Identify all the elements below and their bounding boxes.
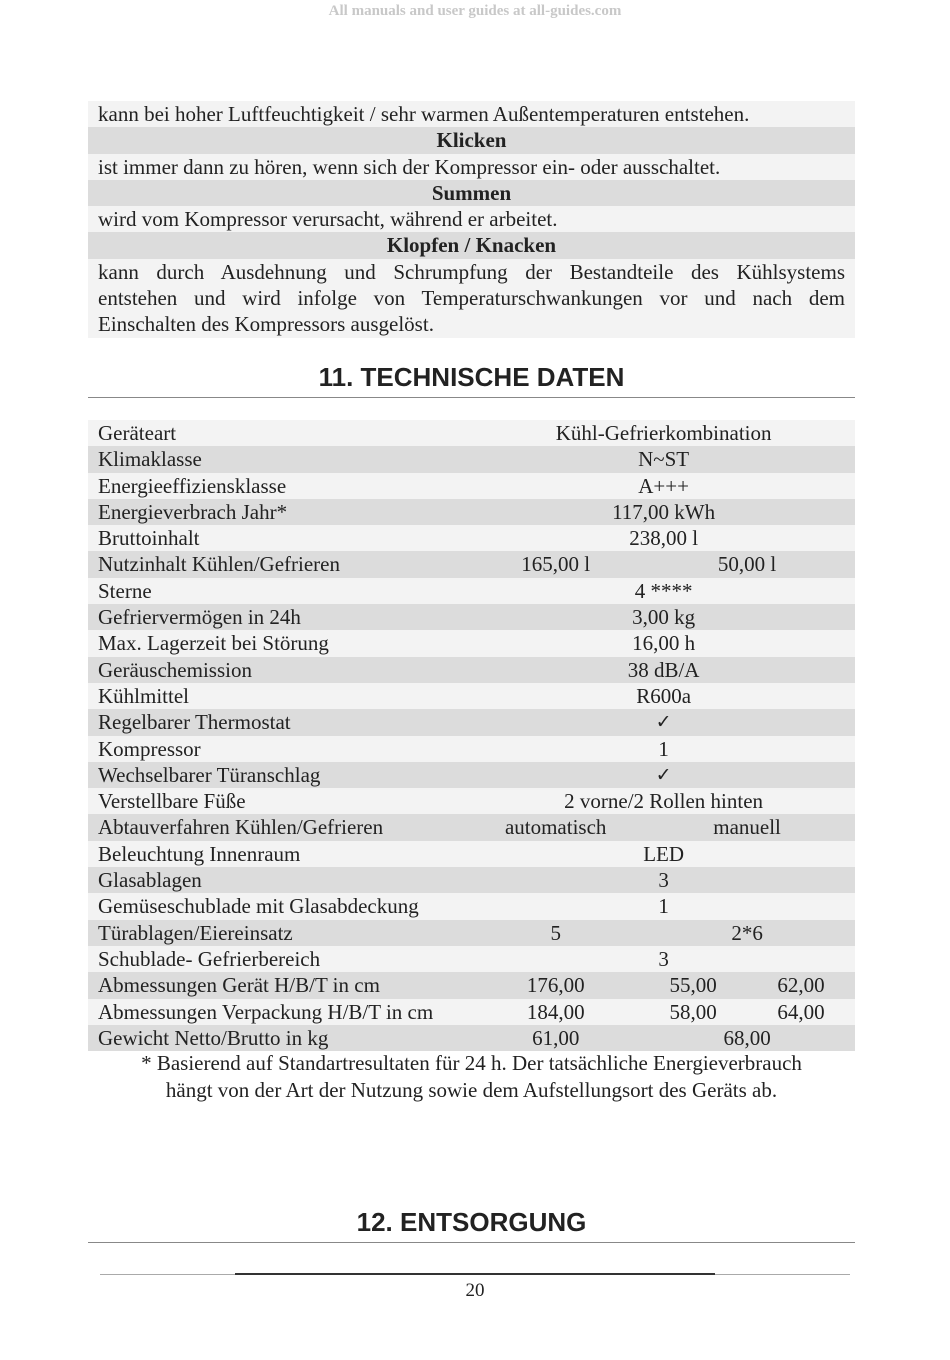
- spec-value: Kühl-Gefrierkombination: [555, 421, 772, 445]
- spec-value: N~ST: [638, 447, 690, 472]
- spec-label: Kompressor: [98, 736, 201, 761]
- spec-row: [88, 1025, 855, 1051]
- spec-row: [88, 788, 855, 814]
- spec-row: [88, 657, 855, 683]
- watermark: All manuals and user guides at all-guides.com: [328, 3, 622, 19]
- spec-value: 1: [658, 894, 669, 919]
- spec-value: 61,00: [532, 1025, 580, 1050]
- spec-value: 165,00 l: [521, 552, 591, 577]
- spec-label: Klimaklasse: [98, 447, 202, 472]
- section-11-title: 11. TECHNISCHE DATEN: [88, 362, 855, 398]
- spec-value: 50,00 l: [717, 552, 777, 577]
- footnote-line1: * Basierend auf Standartresultaten für 24 h. Der tatsächliche Energieverbrauch: [141, 1051, 802, 1075]
- spec-label: Geräuschemission: [98, 657, 252, 682]
- spec-value: 238,00 l: [629, 526, 699, 551]
- spec-label: Gemüseschublade mit Glasabdeckung: [98, 894, 419, 919]
- spec-value: 62,00: [777, 973, 825, 998]
- footer-divider-bold: [235, 1273, 715, 1275]
- spec-label: Geräteart: [98, 421, 177, 445]
- klopfen-text-line1: kann durch Ausdehnung und Schrumpfung der Bestandteile des Kühlsystems: [88, 259, 855, 285]
- spec-table: [88, 420, 855, 1051]
- spec-label: Wechselbarer Türanschlag: [98, 762, 321, 787]
- summen-title: Summen: [88, 180, 855, 206]
- klicken-title: Klicken: [88, 127, 855, 153]
- spec-value: 3: [658, 946, 669, 971]
- spec-label: Energieverbrach Jahr*: [98, 499, 288, 524]
- spec-value: 3: [658, 868, 669, 893]
- spec-label: Max. Lagerzeit bei Störung: [98, 631, 329, 656]
- spec-label: Schublade- Gefrierbereich: [98, 946, 321, 971]
- spec-value: ✓: [655, 763, 672, 786]
- spec-row: [88, 578, 855, 604]
- summen-text: wird vom Kompressor verursacht, während er arbeitet.: [88, 206, 855, 232]
- spec-value: R600a: [636, 683, 692, 708]
- spec-value: 1: [658, 736, 669, 761]
- spec-value: 55,00: [669, 973, 717, 998]
- spec-value: LED: [643, 841, 685, 866]
- spec-row: [88, 420, 855, 446]
- klopfen-text-line2: entstehen und wird infolge von Temperaturschwankungen vor und nach dem: [88, 285, 855, 311]
- spec-label: Nutzinhalt Kühlen/Gefrieren: [98, 552, 340, 577]
- spec-row: [88, 946, 855, 972]
- spec-value: 2*6: [731, 920, 763, 945]
- spec-value: 3,00 kg: [632, 605, 696, 630]
- spec-label: Abmessungen Gerät H/B/T in cm: [98, 973, 380, 998]
- spec-label: Gewicht Netto/Brutto in kg: [98, 1025, 329, 1050]
- spec-row: [88, 762, 855, 788]
- spec-row: [88, 893, 855, 919]
- spec-row: [88, 446, 855, 472]
- spec-value: 5: [550, 920, 561, 945]
- spec-value: 38 dB/A: [627, 657, 700, 682]
- spec-label: Energieeffiziensklasse: [98, 473, 287, 498]
- spec-value: 176,00: [526, 973, 585, 998]
- spec-row: [88, 525, 855, 551]
- spec-row: [88, 630, 855, 656]
- footnote: [88, 1050, 855, 1103]
- spec-row: [88, 736, 855, 762]
- spec-row: [88, 499, 855, 525]
- spec-row: [88, 814, 855, 840]
- spec-row: [88, 999, 855, 1025]
- spec-label: Verstellbare Füße: [98, 789, 246, 814]
- spec-row: [88, 551, 855, 577]
- spec-label: Abtauverfahren Kühlen/Gefrieren: [98, 815, 384, 840]
- spec-row: [88, 683, 855, 709]
- spec-label: Gefriervermögen in 24h: [98, 605, 301, 630]
- klopfen-text-line3: Einschalten des Kompressors ausgelöst.: [88, 311, 855, 337]
- spec-value: ✓: [655, 711, 672, 734]
- spec-value: 68,00: [723, 1025, 771, 1050]
- section-12-title: 12. ENTSORGUNG: [88, 1207, 855, 1243]
- klopfen-title: Klopfen / Knacken: [88, 232, 855, 258]
- spec-value: 117,00 kWh: [612, 499, 716, 524]
- spec-row: [88, 867, 855, 893]
- spec-label: Regelbarer Thermostat: [98, 710, 291, 735]
- spec-label: Abmessungen Verpackung H/B/T in cm: [98, 999, 434, 1024]
- spec-value: 58,00: [669, 999, 717, 1024]
- spec-value: A+++: [638, 473, 689, 498]
- noise-section: [88, 101, 855, 338]
- spec-label: Kühlmittel: [98, 683, 189, 708]
- spec-value: 2 vorne/2 Rollen hinten: [564, 789, 764, 814]
- spec-row: [88, 920, 855, 946]
- spec-row: [88, 604, 855, 630]
- spec-value: 64,00: [777, 999, 825, 1024]
- klicken-text: ist immer dann zu hören, wenn sich der Kompressor ein- oder ausschaltet.: [88, 154, 855, 180]
- condensation-text: kann bei hoher Luftfeuchtigkeit / sehr warmen Außentemperaturen entstehen.: [88, 101, 855, 127]
- spec-value: 16,00 h: [632, 631, 696, 656]
- spec-row: [88, 972, 855, 998]
- spec-label: Beleuchtung Innenraum: [98, 841, 301, 866]
- spec-row: [88, 709, 855, 735]
- spec-row: [88, 841, 855, 867]
- spec-value: manuell: [713, 815, 781, 840]
- spec-label: Sterne: [98, 578, 152, 603]
- spec-label: Türablagen/Eiereinsatz: [98, 920, 293, 945]
- page-number: 20: [465, 1280, 485, 1301]
- spec-value: 4 ****: [634, 578, 693, 603]
- spec-value: 184,00: [526, 999, 585, 1024]
- footnote-line2: hängt von der Art der Nutzung sowie dem Aufstellungsort des Geräts ab.: [165, 1077, 778, 1102]
- spec-label: Bruttoinhalt: [98, 526, 200, 551]
- spec-label: Glasablagen: [98, 868, 202, 893]
- spec-value: automatisch: [504, 815, 607, 840]
- spec-row: [88, 473, 855, 499]
